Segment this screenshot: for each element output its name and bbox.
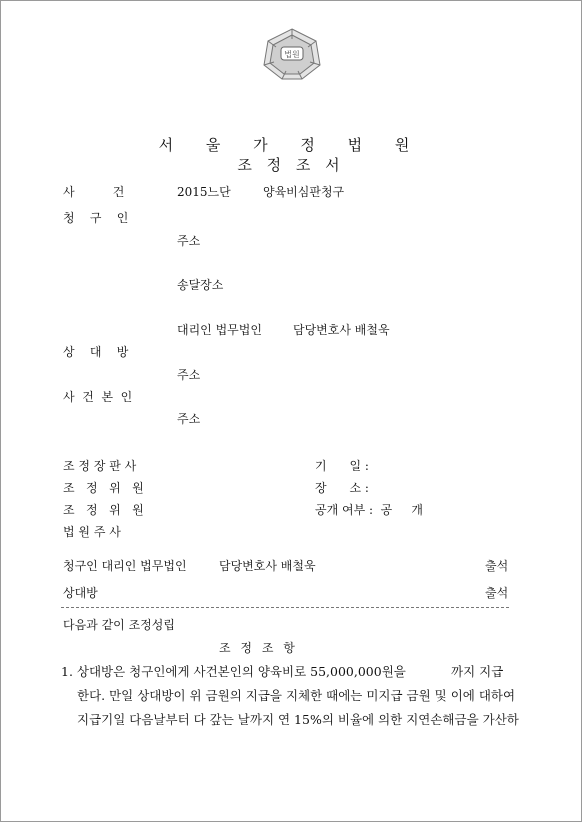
emblem-label: 법원: [284, 50, 300, 59]
member2-label: 조 정 위 원: [63, 503, 144, 517]
clerk-label: 법 원 주 사: [63, 525, 121, 539]
judge-label: 조 정 장 판 사: [63, 459, 137, 473]
case-label: 사 건: [63, 185, 125, 199]
case-name: 양육비심판청구: [263, 185, 345, 199]
public-label: 공개 여부 : 공 개: [315, 503, 423, 517]
claimant-address-label: 주소: [177, 234, 201, 248]
date-label: 기 일 :: [315, 459, 369, 473]
attendance-present-2: 출석: [485, 586, 509, 600]
place-label: 장 소 :: [315, 481, 369, 495]
attendance-respondent: 상대방: [63, 586, 98, 600]
member1-label: 조 정 위 원: [63, 481, 144, 495]
respondent-label: 상 대 방: [63, 345, 129, 359]
principal-address-label: 주소: [177, 412, 201, 426]
clause1-line1: 1. 상대방은 청구인에게 사건본인의 양육비로 55,000,000원을: [61, 664, 406, 679]
attendance-claimant-attorney: 담당변호사 배철욱: [219, 559, 316, 573]
document-title: 조 정 조 서: [237, 156, 345, 174]
respondent-address-label: 주소: [177, 368, 201, 382]
principal-label: 사 건 본 인: [63, 390, 133, 404]
attendance-claimant-agent: 청구인 대리인 법무법인: [63, 559, 187, 573]
clause1-line3: 지급기일 다음날부터 다 갚는 날까지 연 15%의 비율에 의한 지연손해금을 가산하: [77, 712, 519, 727]
settlement-intro: 다음과 같이 조정성립: [63, 618, 175, 632]
clause1-line2: 한다. 만일 상대방이 위 금원의 지급을 지체한 때에는 미지급 금원 및 이에 대하여: [77, 688, 516, 703]
attendance-present-1: 출석: [485, 559, 509, 573]
clause1-line1-end: 까지 지급: [451, 664, 504, 679]
settlement-heading: 조 정 조 항: [219, 641, 298, 655]
claimant-agent-label: 대리인 법무법인: [177, 323, 262, 337]
claimant-attorney: 담당변호사 배철욱: [293, 323, 390, 337]
claimant-label: 청 구 인: [63, 211, 129, 225]
court-emblem-icon: [262, 27, 322, 81]
divider-line: [61, 607, 509, 608]
case-number: 2015느단: [177, 185, 231, 199]
claimant-delivery-label: 송달장소: [177, 278, 224, 292]
court-name: 서 울 가 정 법 원: [158, 136, 424, 154]
